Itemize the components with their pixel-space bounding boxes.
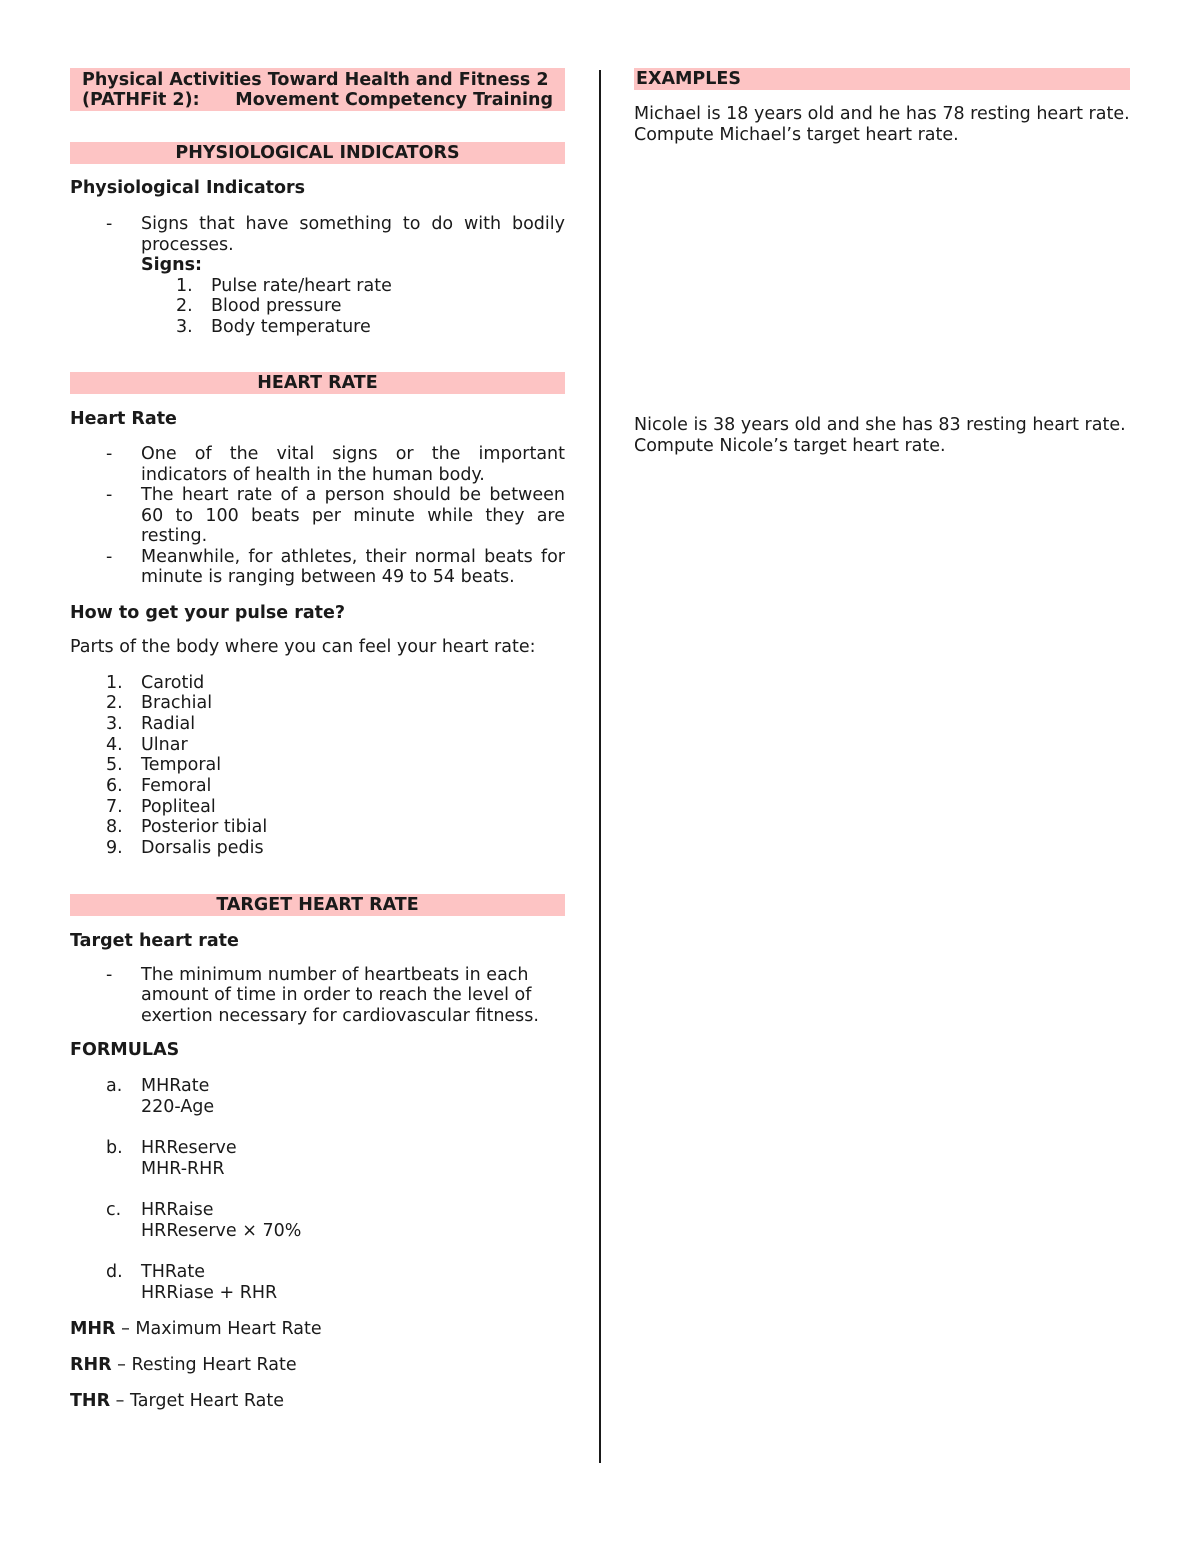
left-column xyxy=(70,68,565,1412)
document-title xyxy=(70,68,565,111)
example-nicole: Nicole is 38 years old and she has 83 resting heart rate. Compute Nicole’s target heart rate. xyxy=(634,415,1126,456)
list-item: - Signs that have something to do with bodily processes. Signs: 1. Pulse rate/heart rate 2. Blood pressure 3. Body temperature xyxy=(70,214,565,337)
title-line-1: Physical Activities Toward Health and Fitness 2 xyxy=(82,70,549,90)
formulas-heading: FORMULAS xyxy=(70,1040,180,1061)
pulse-rate-heading: How to get your pulse rate? xyxy=(70,602,346,623)
abbreviation-rhr: RHR – Resting Heart Rate xyxy=(70,1355,297,1376)
list-item: 3. Body temperature xyxy=(176,316,371,337)
target-definition-list xyxy=(70,965,565,1027)
pulse-parts-intro: Parts of the body where you can feel your heart rate: xyxy=(70,636,536,657)
formula-hrraise: c. HRRaise HRReserve × 70% xyxy=(106,1200,302,1242)
list-item: - One of the vital signs or the important indicators of health in the human body. xyxy=(106,444,565,485)
title-line-2 xyxy=(82,90,553,110)
list-item: 5. Temporal xyxy=(106,755,222,776)
list-item: 8. Posterior tibial xyxy=(106,817,268,838)
column-divider xyxy=(599,70,601,1463)
list-item: - The minimum number of heartbeats in each amount of time in order to reach the level of exertion necessary for cardiovascular fitness. xyxy=(106,964,539,1026)
course-code: (PATHFit 2): xyxy=(82,90,200,110)
section-bar-physiological: PHYSIOLOGICAL INDICATORS xyxy=(70,142,565,164)
signs-label: Signs: xyxy=(141,255,203,275)
formulas-list xyxy=(70,1076,565,1304)
abbreviation-thr: THR – Target Heart Rate xyxy=(70,1391,285,1412)
list-item: 3. Radial xyxy=(106,713,196,734)
formula-hrreserve: b. HRReserve MHR-RHR xyxy=(106,1138,237,1180)
formula-mhrate: a. MHRate 220-Age xyxy=(106,1076,215,1118)
list-item: 6. Femoral xyxy=(106,776,212,797)
target-heart-rate-heading: Target heart rate xyxy=(70,930,239,951)
formula-thrate: d. THRate HRRiase + RHR xyxy=(106,1262,278,1304)
list-item: 9. Dorsalis pedis xyxy=(106,838,264,859)
section-bar-heart-rate: HEART RATE xyxy=(70,372,565,394)
dash-bullet: - xyxy=(106,214,113,234)
list-item: 7. Popliteal xyxy=(106,796,216,817)
abbreviation-mhr: MHR – Maximum Heart Rate xyxy=(70,1319,322,1340)
pulse-parts-list xyxy=(70,673,565,859)
example-michael: Michael is 18 years old and he has 78 resting heart rate. Compute Michael’s target heart rate. xyxy=(634,104,1130,145)
physiological-heading: Physiological Indicators xyxy=(70,178,306,198)
section-bar-examples: EXAMPLES xyxy=(634,68,1130,90)
list-item: 2. Blood pressure xyxy=(176,296,342,316)
list-item: 4. Ulnar xyxy=(106,734,188,755)
abbreviations xyxy=(70,1319,565,1412)
list-item: 1. Pulse rate/heart rate xyxy=(176,275,392,296)
course-subtitle: Movement Competency Training xyxy=(235,90,553,110)
list-item: 2. Brachial xyxy=(106,693,213,714)
list-item: - Meanwhile, for athletes, their normal beats for minute is ranging between 49 to 54 beats. xyxy=(106,546,565,587)
heart-rate-heading: Heart Rate xyxy=(70,409,177,429)
signs-list xyxy=(70,276,565,338)
section-bar-target-heart-rate: TARGET HEART RATE xyxy=(70,894,565,916)
physiological-definition-list xyxy=(70,214,565,337)
list-item: 1. Carotid xyxy=(106,672,205,693)
heart-rate-points xyxy=(70,444,565,588)
right-column xyxy=(634,68,1130,457)
list-item: - The heart rate of a person should be between 60 to 100 beats per minute while they are resting. xyxy=(106,485,565,546)
